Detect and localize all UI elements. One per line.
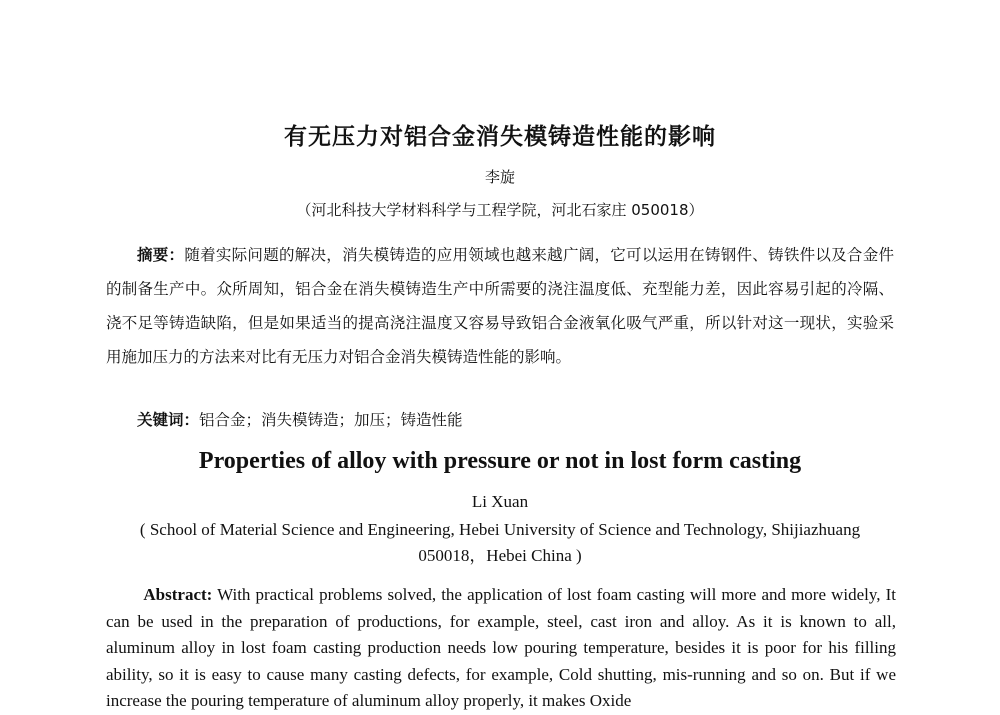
english-author: Li Xuan xyxy=(471,492,529,511)
english-abstract-label: Abstract: xyxy=(143,585,213,604)
chinese-title: 有无压力对铝合金消失模铸造性能的影响 xyxy=(284,124,716,150)
chinese-abstract-text: 随着实际问题的解决，消失模铸造的应用领域也越来越广阔，它可以运用在铸钢件、铸铁件以及合金件的制备生产中。众所周知，铝合金在消失模铸造生产中所需要的浇注温度低、充型能力差，因此容易引起的冷隔、浇不足等铸造缺陷，但是如果适当的提高浇注温度又容易导致铝合金液氧化吸气严重，所以针对这一现状，实验采用施加压力的方法来对比有无压力对铝合金消失模铸造性能的影响。 xyxy=(106,246,894,366)
english-abstract xyxy=(106,582,896,715)
english-affiliation: ( School of Material Science and Engineering, Hebei University of Science and Technology, Shijiazhuang 050018，Hebei China ) xyxy=(139,520,861,565)
chinese-keywords xyxy=(106,405,894,435)
chinese-keywords-text: 铝合金；消失模铸造；加压；铸造性能 xyxy=(199,411,463,429)
chinese-abstract-label: 摘要： xyxy=(137,246,185,264)
english-abstract-text: With practical problems solved, the application of lost foam casting will more and more widely, It can be used in the preparation of productions, for example, steel, cast iron and alloy. As it is known to all, aluminum alloy in lost foam casting production needs low pouring temperature, besides it is poor for his filling ability, so it is easy to cause many casting defects, for example, Cold shutting, mis-running and so on. But if we increase the pouring temperature of aluminum alloy properly, it makes Oxide xyxy=(106,585,896,710)
chinese-keywords-label: 关键词： xyxy=(137,411,200,429)
chinese-abstract xyxy=(106,238,894,374)
chinese-author: 李旋 xyxy=(484,168,515,186)
english-title: Properties of alloy with pressure or not in lost form casting xyxy=(198,448,802,474)
chinese-affiliation: （河北科技大学材料科学与工程学院，河北石家庄 050018） xyxy=(296,201,704,219)
